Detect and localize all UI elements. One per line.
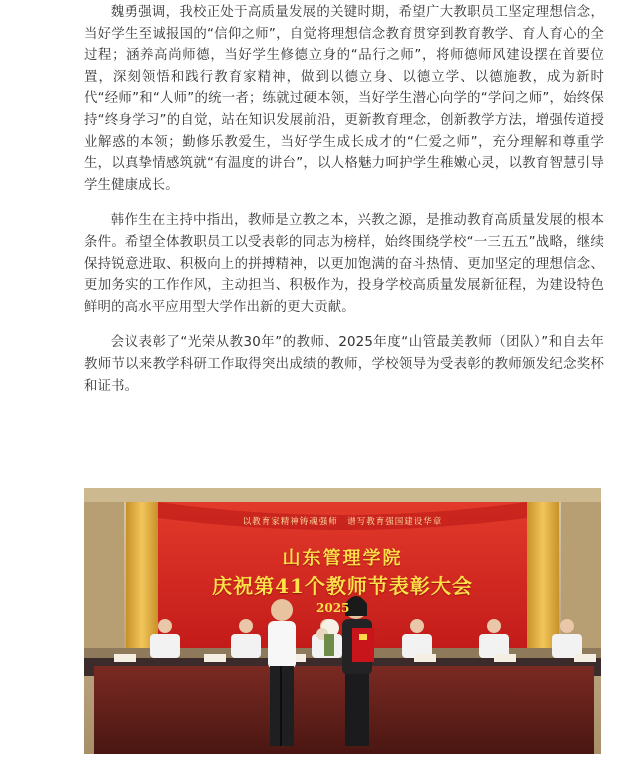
banner-event-title: 庆祝第41个教师节表彰大会 [212,574,473,598]
banner-school-name: 山东管理学院 [282,548,403,569]
banner-slogan: 以教育家精神铸魂强师 谱写教育强国建设华章 [242,517,443,527]
ceremony-photo-illustration [84,488,601,754]
paragraph-3: 会议表彰了“光荣从教30年”的教师、2025年度“山管最美教师（团队）”和自去年教师节以来教学科研工作取得突出成绩的教师，学校领导为受表彰的教师颁发纪念奖杯和证书。 [84,335,604,394]
ceremony-photo [84,488,601,754]
banner-year: 2025 [316,601,350,615]
paragraph-2: 韩作生在主持中指出，教师是立教之本，兴教之源，是推动教育高质量发展的根本条件。希望全体教职员工以受表彰的同志为榜样，始终围绕学校“一三五五”战略，继续保持锐意进取、积极向上的拼搏精神，以更加饱满的奋斗热情、更加坚定的理想信念、更加务实的工作作风，主动担当、积极作为，投身学校高质量发展新征程，为建设特色鲜明的高水平应用型大学作出新的更大贡献。 [84,213,604,315]
article-body [84,2,604,411]
paragraph-1: 魏勇强调，我校正处于高质量发展的关键时期，希望广大教职员工坚定理想信念，当好学生至诚报国的“信仰之师”，自觉将理想信念教育贯穿到教育教学、育人育心的全过程；涵养高尚师德，当好学生修德立身的“品行之师”，将师德师风建设摆在首要位置，深刻领悟和践行教育家精神，做到以德立身、以德立学、以德施教，成为新时代“经师”和“人师”的统一者；练就过硬本领，当好学生潜心向学的“学问之师”，始终保持“终身学习”的自觉，站在知识发展前沿，更新教育理念，创新教学方法，增强传道授业解惑的本领；勤修乐教爱生，当好学生成长成才的“仁爱之师”，充分理解和尊重学生，以真挚情感筑就“有温度的讲台”，以人格魅力呵护学生稚嫩心灵，以教育智慧引导学生健康成长。 [84,5,604,193]
